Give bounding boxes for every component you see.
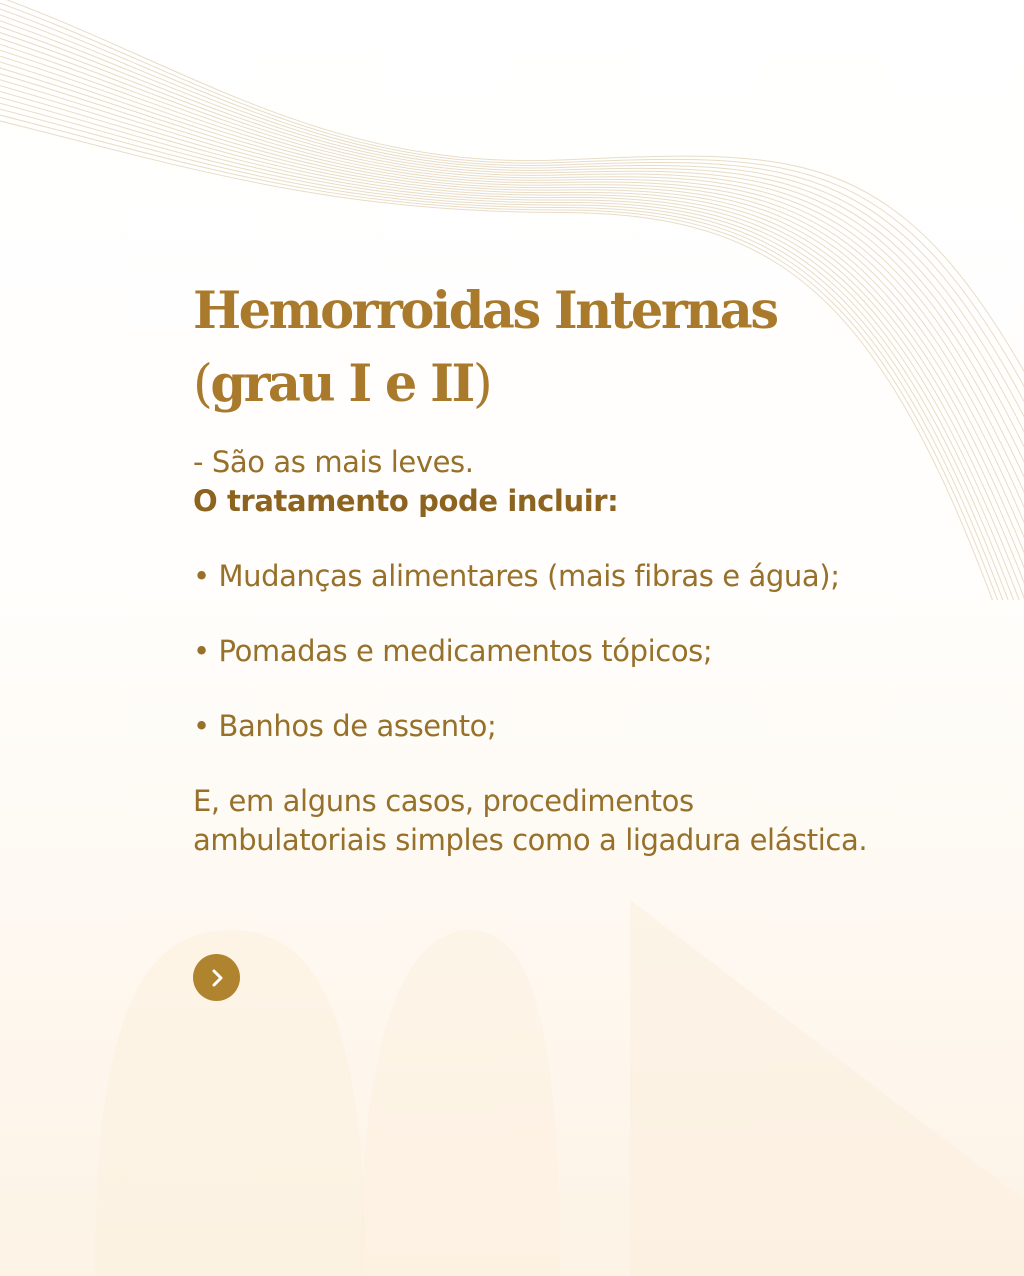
title-line-1: Hemorroidas Internas (193, 281, 777, 341)
closing-text: E, em alguns casos, procedimentos ambulatoriais simples como a ligadura elástica. (193, 784, 868, 857)
slide-body (193, 443, 873, 860)
bullet-item: • Banhos de assento; (193, 709, 497, 743)
bullet-item: • Mudanças alimentares (mais fibras e água); (193, 559, 840, 593)
bullet-item: • Pomadas e medicamentos tópicos; (193, 634, 713, 668)
title-paren-open: ( (193, 355, 211, 414)
chevron-right-icon (206, 967, 228, 989)
slide-content (193, 275, 873, 860)
title-paren-close: ) (472, 355, 491, 414)
treatment-heading: O tratamento pode incluir: (193, 484, 619, 518)
title-line-2: grau I e II (210, 354, 473, 414)
slide-title (193, 275, 873, 421)
next-button[interactable] (193, 954, 240, 1001)
intro-text: - São as mais leves. (193, 445, 474, 479)
